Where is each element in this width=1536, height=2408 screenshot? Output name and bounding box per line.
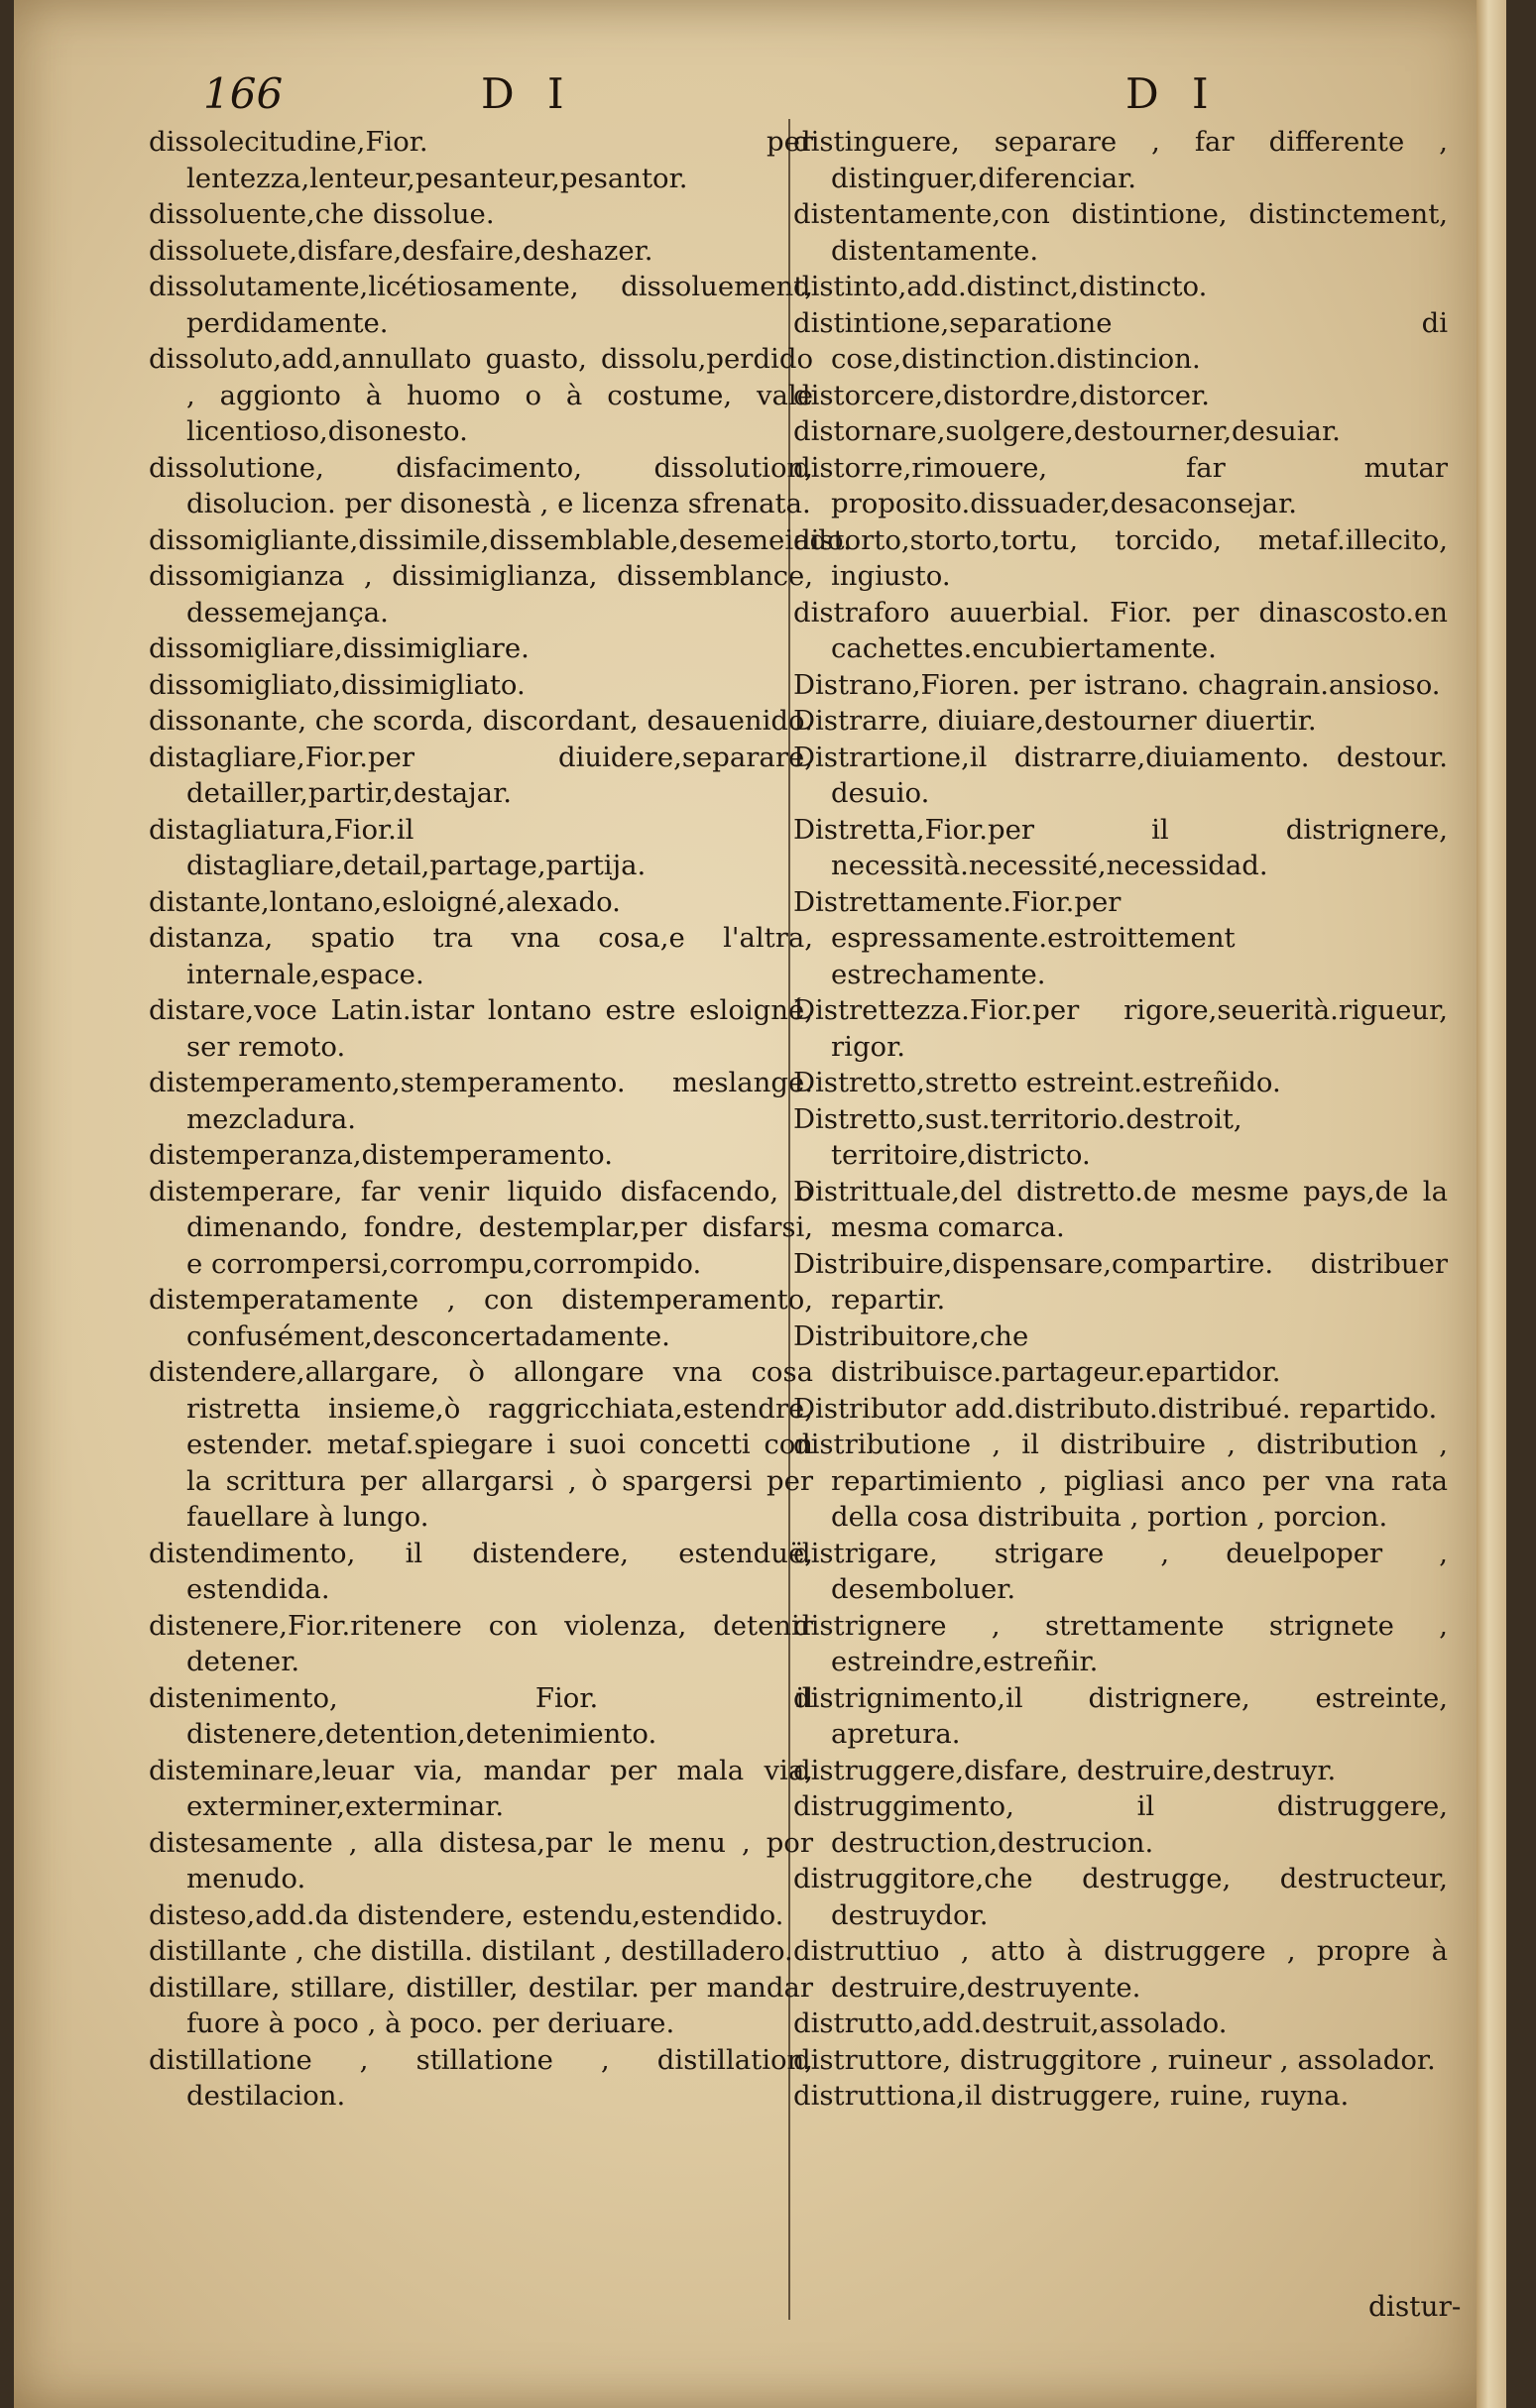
page-spine-edge — [1477, 0, 1506, 2408]
catchword: distur- — [1368, 2290, 1462, 2323]
dictionary-entry: dissoluto,add,annullato guasto, dissolu,perdido , aggionto à huomo o à costume, vale licentioso,disonesto. — [149, 343, 813, 447]
dictionary-entry: distinto,add.distinct,distincto. — [793, 271, 1208, 302]
dictionary-entry: distinguere, separare , far differente , distinguer,diferenciar. — [793, 126, 1448, 194]
dictionary-entry: Distrettamente.Fior.per espressamente.estroittement estrechamente. — [793, 885, 1236, 990]
right-column — [793, 124, 1448, 2115]
dictionary-entry: distillante , che distilla. distilant , destilladero. — [149, 1935, 793, 1967]
dictionary-entry: distemperanza,distemperamento. — [149, 1139, 613, 1171]
dictionary-entry: dissoluete,disfare,desfaire,deshazer. — [149, 234, 653, 267]
dictionary-entry: dissomigianza , dissimiglianza, dissemblance, dessemejança. — [149, 560, 813, 629]
dictionary-entry: Distrittuale,del distretto.de mesme pays,de la mesma comarca. — [793, 1175, 1448, 1243]
page-header — [203, 69, 1492, 129]
right-running-head: D I — [1125, 69, 1219, 118]
dictionary-entry: distagliatura,Fior.il distagliare,detail,partage,partija. — [149, 813, 647, 881]
dictionary-entry: Distretto,stretto estreint.estreñido. — [793, 1067, 1281, 1098]
dictionary-entry: distributione , il distribuire , distribution , repartimiento , pigliasi anco per vna rata della cosa distribuita , portion , porcion. — [793, 1429, 1448, 1533]
dictionary-entry: distorre,rimouere, far mutar proposito.dissuader,desaconsejar. — [793, 451, 1448, 519]
dictionary-entry: Distretta,Fior.per il distrignere, necessità.necessité,necessidad. — [793, 813, 1448, 881]
dictionary-entry: disteso,add.da distendere, estendu,estendido. — [149, 1898, 784, 1931]
dictionary-entry: dissomigliante,dissimile,dissemblable,desemeiado. — [149, 523, 852, 556]
dictionary-entry: distanza, spatio tra vna cosa,e l'altra, internale,espace. — [149, 922, 813, 990]
dictionary-entry: distentamente,con distintione, distinctement, distentamente. — [793, 198, 1448, 267]
dictionary-entry: distemperare, far venir liquido disfacendo, o dimenando, fondre, destemplar,per disfarsi, e corrompersi,corrompu,corrompido. — [149, 1175, 813, 1280]
dictionary-entry: distruttiuo , atto à distruggere , propre à destruire,destruyente. — [793, 1935, 1448, 2004]
dictionary-entry: dissomigliare,dissimigliare. — [149, 632, 530, 664]
dictionary-entry: distornare,suolgere,destourner,desuiar. — [793, 415, 1341, 447]
dictionary-entry: distendimento, il distendere, estenduë, estendida. — [149, 1537, 813, 1605]
left-running-head: D I — [481, 69, 574, 118]
dictionary-entry: distruggimento, il distruggere, destruction,destrucion. — [793, 1790, 1448, 1859]
dictionary-entry: Distribuitore,che distribuisce.partageur.epartidor. — [793, 1319, 1281, 1388]
dictionary-entry: distillatione , stillatione , distillation, destilacion. — [149, 2043, 813, 2112]
dictionary-entry: distemperatamente , con distemperamento, confusément,desconcertadamente. — [149, 1284, 813, 1352]
dictionary-entry: distraforo auuerbial. Fior. per dinascosto.en cachettes.encubiertamente. — [793, 596, 1448, 664]
dictionary-entry: distrignere , strettamente strignete , estreindre,estreñir. — [793, 1609, 1448, 1677]
dictionary-entry: disteminare,leuar via, mandar per mala via, exterminer,exterminar. — [149, 1754, 813, 1822]
dictionary-entry: dissoluente,che dissolue. — [149, 198, 495, 230]
dictionary-entry: Distretto,sust.territorio.destroit, territoire,districto. — [793, 1102, 1242, 1171]
dictionary-entry: distruggitore,che destrugge, destructeur, destruydor. — [793, 1863, 1448, 1931]
dictionary-entry: Distribuire,dispensare,compartire. distribuer repartir. — [793, 1247, 1448, 1316]
dictionary-entry: distendere,allargare, ò allongare vna cosa ristretta insieme,ò raggricchiata,estendre, estender. metaf.spiegare i suoi concetti con la scrittura per allargarsi , ò spargersi per fauellare à lungo. — [149, 1356, 813, 1533]
dictionary-entry: dissolutione, disfacimento, dissolution, disolucion. per disonestà , e licenza sfrenata. — [149, 451, 813, 519]
dictionary-entry: Distrartione,il distrarre,diuiamento. destour. desuio. — [793, 741, 1448, 809]
dictionary-entry: Distrano,Fioren. per istrano. chagrain.ansioso. — [793, 668, 1441, 701]
dictionary-entry: distesamente , alla distesa,par le menu , por menudo. — [149, 1826, 813, 1894]
page-number: 166 — [203, 69, 284, 118]
dictionary-entry: distrigare, strigare , deuelpoper , desemboluer. — [793, 1537, 1448, 1605]
dictionary-entry: dissonante, che scorda, discordant, desauenido. — [149, 705, 813, 737]
dictionary-entry: distillare, stillare, distiller, destilar. per mandar fuore à poco , à poco. per deriuare. — [149, 1971, 813, 2039]
dictionary-entry: distrutto,add.destruit,assolado. — [793, 2007, 1228, 2039]
dictionary-entry: dissolecitudine,Fior. per lentezza,lenteur,pesanteur,pesantor. — [149, 126, 813, 194]
dictionary-entry: distenimento, Fior. il distenere,detention,detenimiento. — [149, 1681, 813, 1750]
left-column — [149, 124, 852, 2115]
dictionary-entry: distemperamento,stemperamento. meslange. mezcladura. — [149, 1067, 813, 1135]
dictionary-entry: distante,lontano,esloigné,alexado. — [149, 885, 621, 918]
dictionary-entry: distrignimento,il distrignere, estreinte, apretura. — [793, 1681, 1448, 1750]
dictionary-entry: distagliare,Fior.per diuidere,separare, detailler,partir,destajar. — [149, 741, 813, 809]
dictionary-entry: Distrettezza.Fior.per rigore,seuerità.rigueur, rigor. — [793, 994, 1448, 1063]
dictionary-entry: distorto,storto,tortu, torcido, metaf.illecito, ingiusto. — [793, 523, 1448, 592]
dictionary-entry: distruttiona,il distruggere, ruine, ruyna. — [793, 2080, 1350, 2112]
dictionary-entry: distruggere,disfare, destruire,destruyr. — [793, 1754, 1337, 1786]
dictionary-entry: Distrarre, diuiare,destourner diuertir. — [793, 705, 1317, 737]
dictionary-entry: distenere,Fior.ritenere con violenza, detenir detener. — [149, 1609, 813, 1677]
dictionary-entry: distruttore, distruggitore , ruineur , assolador. — [793, 2043, 1436, 2076]
dictionary-entry: Distributor add.distributo.distribué. repartido. — [793, 1392, 1438, 1425]
dictionary-entry: dissolutamente,licétiosamente, dissoluement, perdidamente. — [149, 271, 813, 339]
dictionary-entry: distorcere,distordre,distorcer. — [793, 379, 1210, 411]
dictionary-entry: dissomigliato,dissimigliato. — [149, 668, 526, 701]
dictionary-entry: distare,voce Latin.istar lontano estre esloigné, ser remoto. — [149, 994, 813, 1063]
dictionary-entry: distintione,separatione di cose,distinction.distincion. — [793, 306, 1448, 375]
